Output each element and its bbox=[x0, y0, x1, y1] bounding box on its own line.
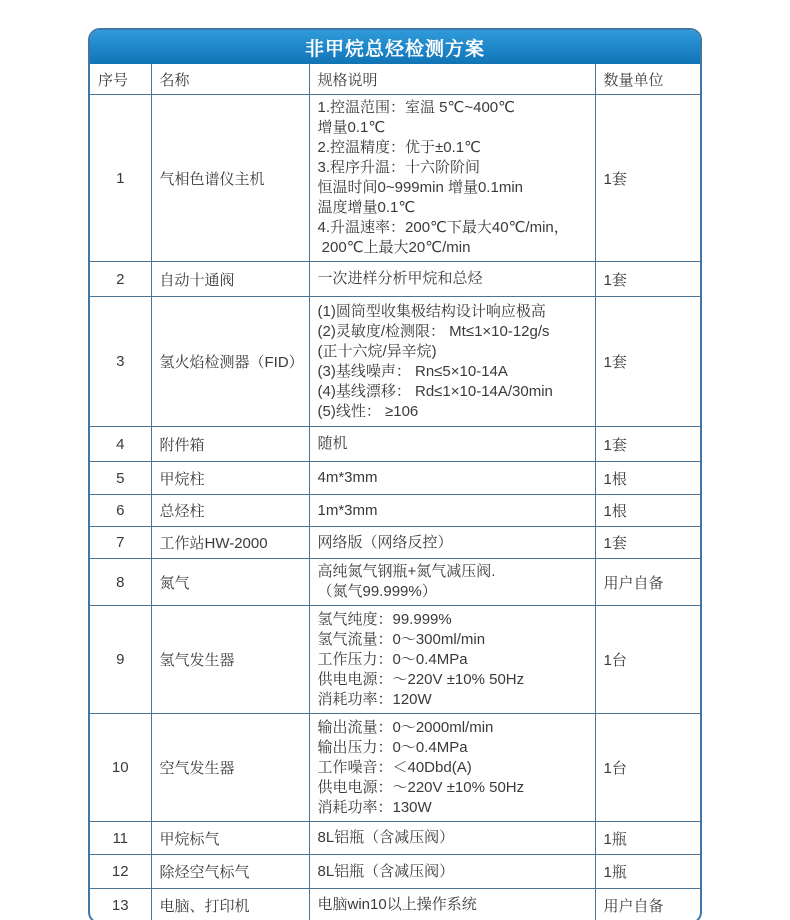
header-spec: 规格说明 bbox=[309, 64, 595, 95]
header-no: 序号 bbox=[90, 64, 151, 95]
header-row bbox=[90, 64, 700, 95]
row-no-cell: 4 bbox=[90, 427, 151, 462]
row-name-cell: 氢火焰检测器（FID） bbox=[151, 297, 309, 427]
row-name-cell: 甲烷标气 bbox=[151, 822, 309, 855]
table-title-banner bbox=[90, 30, 700, 64]
row-qty-cell: 1根 bbox=[595, 495, 700, 527]
row-no-cell: 2 bbox=[90, 262, 151, 297]
table-row bbox=[90, 822, 700, 855]
row-spec-cell: 1m*3mm bbox=[309, 495, 595, 527]
table-row bbox=[90, 462, 700, 495]
row-spec-cell: 4m*3mm bbox=[309, 462, 595, 495]
row-qty-cell: 用户自备 bbox=[595, 889, 700, 920]
row-spec-cell: 随机 bbox=[309, 427, 595, 462]
row-name-cell: 自动十通阀 bbox=[151, 262, 309, 297]
row-qty-cell: 1根 bbox=[595, 462, 700, 495]
row-spec-cell: 8L铝瓶（含减压阀） bbox=[309, 822, 595, 855]
table-row bbox=[90, 262, 700, 297]
table-row bbox=[90, 527, 700, 559]
row-no-cell: 6 bbox=[90, 495, 151, 527]
row-qty-cell: 用户自备 bbox=[595, 559, 700, 606]
row-name-cell: 附件箱 bbox=[151, 427, 309, 462]
row-name-cell: 电脑、打印机 bbox=[151, 889, 309, 920]
row-spec-cell: 输出流量：0～2000ml/min 输出压力：0～0.4MPa 工作噪音：＜40Dbd(A) 供电电源：～220V ±10% 50Hz 消耗功率：130W bbox=[309, 714, 595, 822]
row-spec-cell: 网络版（网络反控） bbox=[309, 527, 595, 559]
row-name-cell: 除烃空气标气 bbox=[151, 855, 309, 889]
row-spec-cell: (1)圆筒型收集极结构设计响应极高 (2)灵敏度/检测限： Mt≤1×10-12g/s (正十六烷/异辛烷) (3)基线噪声： Rn≤5×10-14A (4)基线漂移： Rd≤1×10-14A/30min (5)线性： ≥106 bbox=[309, 297, 595, 427]
row-qty-cell: 1瓶 bbox=[595, 822, 700, 855]
row-no-cell: 7 bbox=[90, 527, 151, 559]
row-name-cell: 总烃柱 bbox=[151, 495, 309, 527]
table-row bbox=[90, 559, 700, 606]
table-row bbox=[90, 297, 700, 427]
spec-table bbox=[90, 64, 700, 920]
table-row bbox=[90, 714, 700, 822]
table-row bbox=[90, 95, 700, 262]
row-name-cell: 工作站HW-2000 bbox=[151, 527, 309, 559]
row-spec-cell: 电脑win10以上操作系统 bbox=[309, 889, 595, 920]
row-no-cell: 8 bbox=[90, 559, 151, 606]
table-row bbox=[90, 889, 700, 920]
row-name-cell: 氢气发生器 bbox=[151, 606, 309, 714]
row-spec-cell: 高纯氮气钢瓶+氮气减压阀. （氮气99.999%） bbox=[309, 559, 595, 606]
table-row bbox=[90, 427, 700, 462]
row-no-cell: 3 bbox=[90, 297, 151, 427]
row-no-cell: 13 bbox=[90, 889, 151, 920]
row-qty-cell: 1套 bbox=[595, 427, 700, 462]
row-no-cell: 11 bbox=[90, 822, 151, 855]
row-qty-cell: 1套 bbox=[595, 527, 700, 559]
table-row bbox=[90, 495, 700, 527]
row-spec-cell: 氢气纯度：99.999% 氢气流量：0～300ml/min 工作压力：0～0.4MPa 供电电源：～220V ±10% 50Hz 消耗功率：120W bbox=[309, 606, 595, 714]
row-no-cell: 12 bbox=[90, 855, 151, 889]
spec-table-card bbox=[88, 28, 702, 920]
row-qty-cell: 1套 bbox=[595, 95, 700, 262]
table-row bbox=[90, 855, 700, 889]
row-name-cell: 气相色谱仪主机 bbox=[151, 95, 309, 262]
row-no-cell: 10 bbox=[90, 714, 151, 822]
row-no-cell: 9 bbox=[90, 606, 151, 714]
row-name-cell: 空气发生器 bbox=[151, 714, 309, 822]
row-no-cell: 5 bbox=[90, 462, 151, 495]
row-qty-cell: 1套 bbox=[595, 297, 700, 427]
row-qty-cell: 1套 bbox=[595, 262, 700, 297]
header-qty: 数量单位 bbox=[595, 64, 700, 95]
row-name-cell: 甲烷柱 bbox=[151, 462, 309, 495]
row-name-cell: 氮气 bbox=[151, 559, 309, 606]
row-no-cell: 1 bbox=[90, 95, 151, 262]
row-spec-cell: 8L铝瓶（含减压阀） bbox=[309, 855, 595, 889]
row-spec-cell: 1.控温范围：室温 5℃~400℃ 增量0.1℃ 2.控温精度：优于±0.1℃ 3.程序升温：十六阶阶间 恒温时间0~999min 增量0.1min 温度增量0.1℃ 4.升温速率：200℃下最大40℃/min， 200℃上最大20℃/min bbox=[309, 95, 595, 262]
row-qty-cell: 1台 bbox=[595, 606, 700, 714]
header-name: 名称 bbox=[151, 64, 309, 95]
row-spec-cell: 一次进样分析甲烷和总烃 bbox=[309, 262, 595, 297]
table-row bbox=[90, 606, 700, 714]
row-qty-cell: 1瓶 bbox=[595, 855, 700, 889]
row-qty-cell: 1台 bbox=[595, 714, 700, 822]
page-title: 非甲烷总烃检测方案 bbox=[304, 38, 485, 60]
